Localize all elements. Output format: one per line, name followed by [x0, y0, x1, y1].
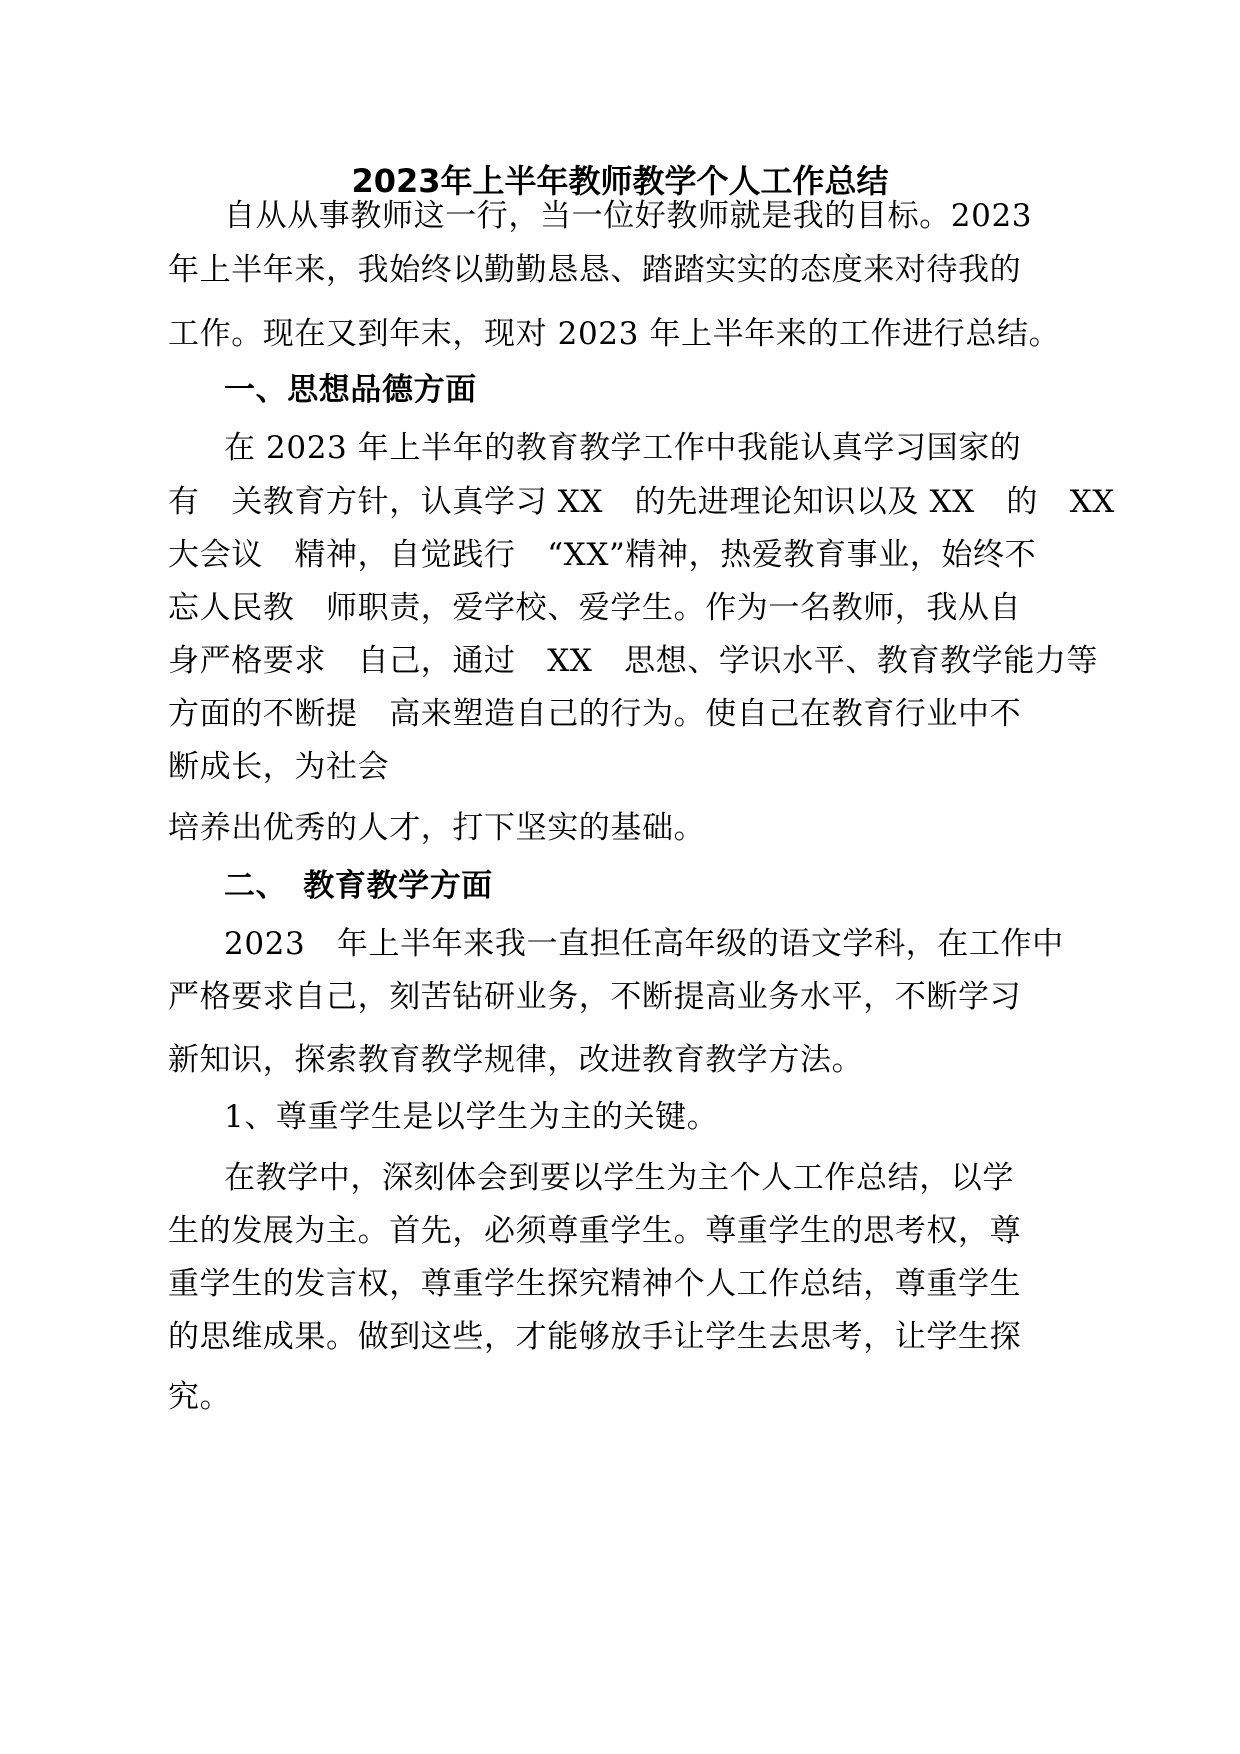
item-1-line-2: 生的发展为主。首先，必须尊重学生。尊重学生的思考权，尊	[168, 1213, 1022, 1249]
section-1-heading: 一、思想品德方面	[224, 372, 477, 408]
section-1-line-7: 断成长，为社会	[168, 749, 390, 785]
section-1-line-4: 忘人民教 师职责，爱学校、爱学生。作为一名教师，我从自	[168, 590, 1022, 626]
item-1-line-4: 的思维成果。做到这些，才能够放手让学生去思考，让学生探	[168, 1319, 1022, 1355]
section-1-line-1: 在 2023 年上半年的教育教学工作中我能认真学习国家的	[224, 430, 1022, 466]
item-1-heading: 1、尊重学生是以学生为主的关键。	[224, 1099, 719, 1135]
section-1-line-6: 方面的不断提 高来塑造自己的行为。使自己在教育行业中不	[168, 696, 1022, 732]
intro-line-2: 年上半年来，我始终以勤勤恳恳、踏踏实实的态度来对待我的	[168, 252, 1022, 288]
item-1-line-3: 重学生的发言权，尊重学生探究精神个人工作总结，尊重学生	[168, 1266, 1022, 1302]
section-2-line-3: 新知识，探索教育教学规律，改进教育教学方法。	[168, 1042, 864, 1078]
item-1-line-1: 在教学中，深刻体会到要以学生为主个人工作总结，以学	[224, 1160, 1014, 1196]
section-2-heading: 二、 教育教学方面	[224, 868, 493, 904]
section-1-line-5: 身严格要求 自己，通过 XX 思想、学识水平、教育教学能力等	[168, 643, 1099, 679]
document-title: 2023年上半年教师教学个人工作总结	[351, 162, 889, 200]
section-1-line-8: 培养出优秀的人才，打下坚实的基础。	[168, 810, 706, 846]
section-1-line-3: 大会议 精神，自觉践行 “XX”精神，热爱教育事业，始终不	[168, 537, 1037, 573]
section-2-line-1: 2023 年上半年来我一直担任高年级的语文学科，在工作中	[224, 926, 1064, 962]
section-1-line-2: 有 关教育方针，认真学习 XX 的先进理论知识以及 XX 的 XX	[168, 484, 1115, 520]
intro-line-1: 自从从事教师这一行，当一位好教师就是我的目标。2023	[224, 198, 1033, 234]
section-2-line-2: 严格要求自己，刻苦钻研业务，不断提高业务水平，不断学习	[168, 979, 1022, 1015]
item-1-line-5: 究。	[168, 1379, 232, 1415]
intro-line-3: 工作。现在又到年末，现对 2023 年上半年来的工作进行总结。	[168, 316, 1061, 352]
